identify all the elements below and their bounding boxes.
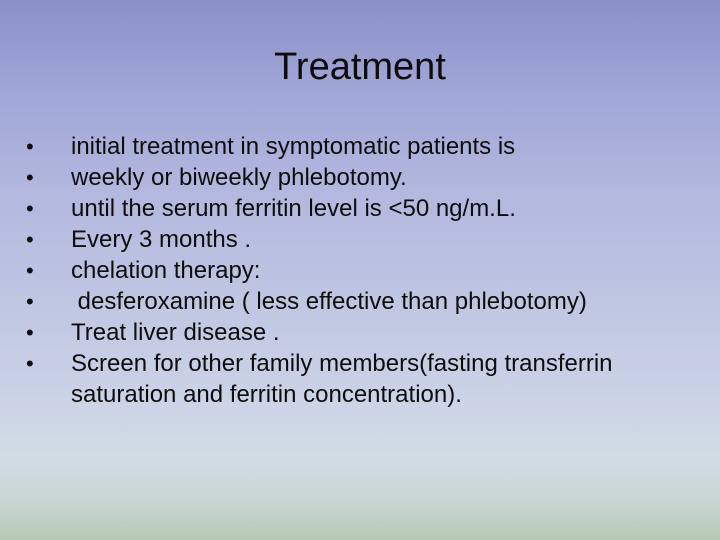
bullet-text: until the serum ferritin level is <50 ng/m.L. (71, 195, 516, 222)
bullet-icon: • (26, 134, 34, 159)
bullet-icon: • (26, 196, 34, 221)
bullet-list (26, 131, 686, 410)
bullet-item (26, 131, 686, 162)
bullet-text: Treat liver disease . (71, 319, 280, 346)
bullet-item (26, 255, 686, 286)
bullet-item (26, 193, 686, 224)
bullet-icon: • (26, 351, 34, 376)
bullet-text: weekly or biweekly phlebotomy. (71, 164, 407, 191)
bullet-icon: • (26, 320, 34, 345)
bullet-icon: • (26, 227, 34, 252)
bullet-text: chelation therapy: (71, 257, 261, 284)
bullet-item (26, 317, 686, 348)
bullet-item (26, 286, 686, 317)
bullet-item (26, 224, 686, 255)
bullet-item (26, 162, 686, 193)
bullet-item (26, 348, 686, 410)
bullet-text: Screen for other family members(fasting transferrin saturation and ferritin concentration). (71, 350, 613, 408)
bullet-text: initial treatment in symptomatic patients is (71, 133, 516, 160)
bullet-icon: • (26, 165, 34, 190)
bullet-text: Every 3 months . (71, 226, 252, 253)
bullet-text: desferoxamine ( less effective than phlebotomy) (71, 288, 587, 315)
slide-title: Treatment (274, 46, 446, 88)
bullet-icon: • (26, 289, 34, 314)
bullet-icon: • (26, 258, 34, 283)
